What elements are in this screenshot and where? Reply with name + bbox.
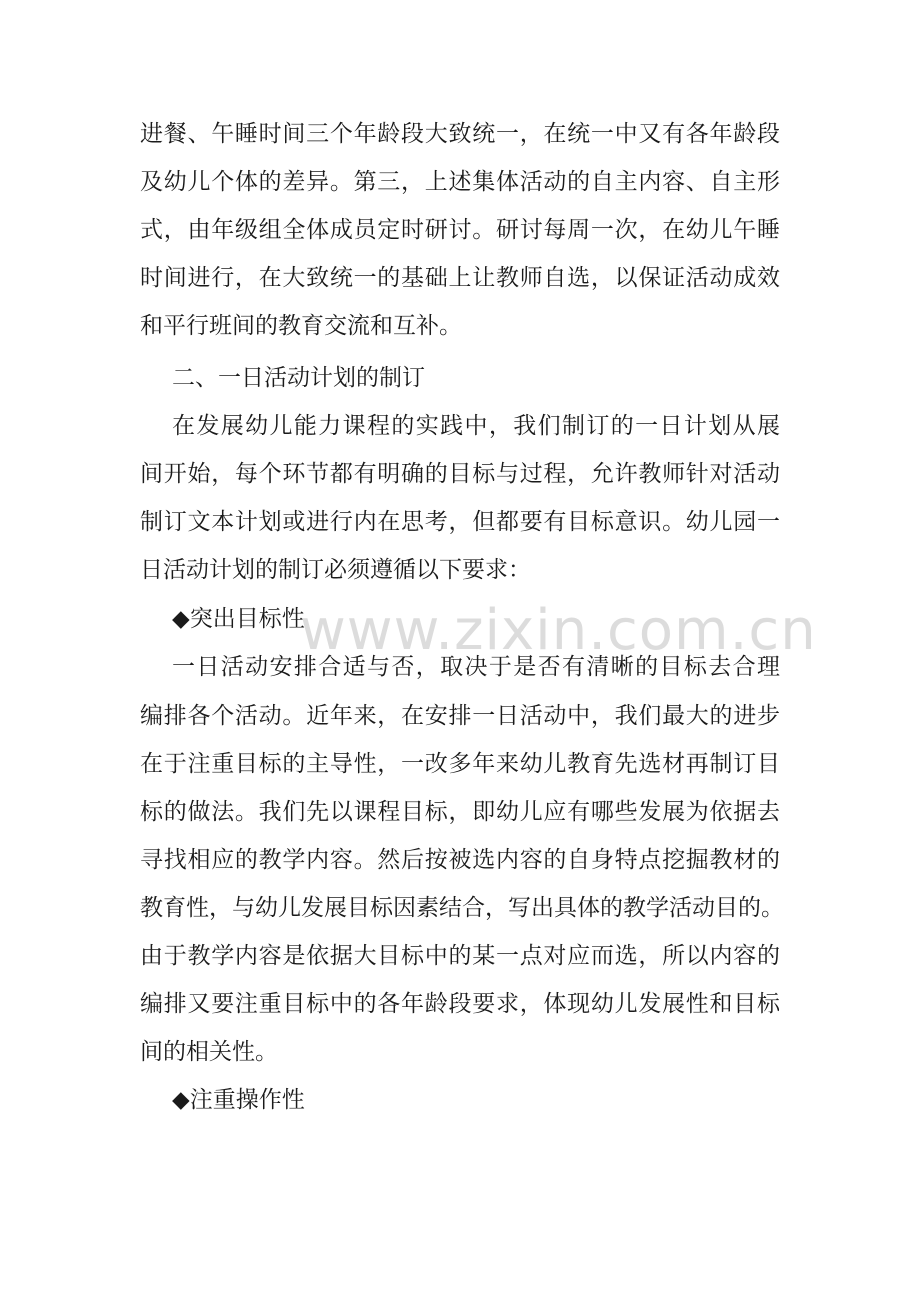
- paragraph-3-line-9: 间的相关性。: [140, 1039, 278, 1065]
- paragraph-3-line-3: 在于注重目标的主导性，一改多年来幼儿教育先选材再制订目: [140, 751, 780, 777]
- bullet-heading-target: ◆突出目标性: [172, 606, 305, 632]
- paragraph-3-line-6: 教育性，与幼儿发展目标因素结合，写出具体的教学活动目的。: [140, 895, 784, 921]
- section-heading: 二、一日活动计划的制订: [172, 365, 425, 391]
- watermark: www.zixin.com.cn: [300, 598, 817, 663]
- paragraph-3-line-7: 由于教学内容是依据大目标中的某一点对应而选，所以内容的: [140, 943, 780, 969]
- paragraph-1-line-1: 进餐、午睡时间三个年龄段大致统一，在统一中又有各年龄段: [140, 121, 780, 147]
- paragraph-3-line-8: 编排又要注重目标中的各年龄段要求，体现幼儿发展性和目标: [140, 991, 780, 1017]
- paragraph-2-line-1: 在发展幼儿能力课程的实践中，我们制订的一日计划从展: [172, 413, 780, 439]
- paragraph-1-line-3: 式，由年级组全体成员定时研讨。研讨每周一次，在幼儿午睡: [140, 217, 780, 243]
- paragraph-3-line-5: 寻找相应的教学内容。然后按被选内容的自身特点挖掘教材的: [140, 847, 780, 873]
- paragraph-3-line-2: 编排各个活动。近年来，在安排一日活动中，我们最大的进步: [140, 703, 780, 729]
- paragraph-3-line-4: 标的做法。我们先以课程目标，即幼儿应有哪些发展为依据去: [140, 799, 780, 825]
- paragraph-3-line-1: 一日活动安排合适与否，取决于是否有清晰的目标去合理: [172, 654, 780, 680]
- paragraph-1-line-2: 及幼儿个体的差异。第三，上述集体活动的自主内容、自主形: [140, 169, 780, 195]
- paragraph-2-line-2: 间开始，每个环节都有明确的目标与过程，允许教师针对活动: [140, 461, 780, 487]
- paragraph-2-line-3: 制订文本计划或进行内在思考，但都要有目标意识。幼儿园一: [140, 509, 780, 535]
- paragraph-1-line-4: 时间进行，在大致统一的基础上让教师自选，以保证活动成效: [140, 265, 780, 291]
- paragraph-1-line-5: 和平行班间的教育交流和互补。: [140, 313, 462, 339]
- bullet-heading-operation: ◆注重操作性: [172, 1087, 305, 1113]
- paragraph-2-line-4: 日活动计划的制订必须遵循以下要求：: [140, 557, 531, 583]
